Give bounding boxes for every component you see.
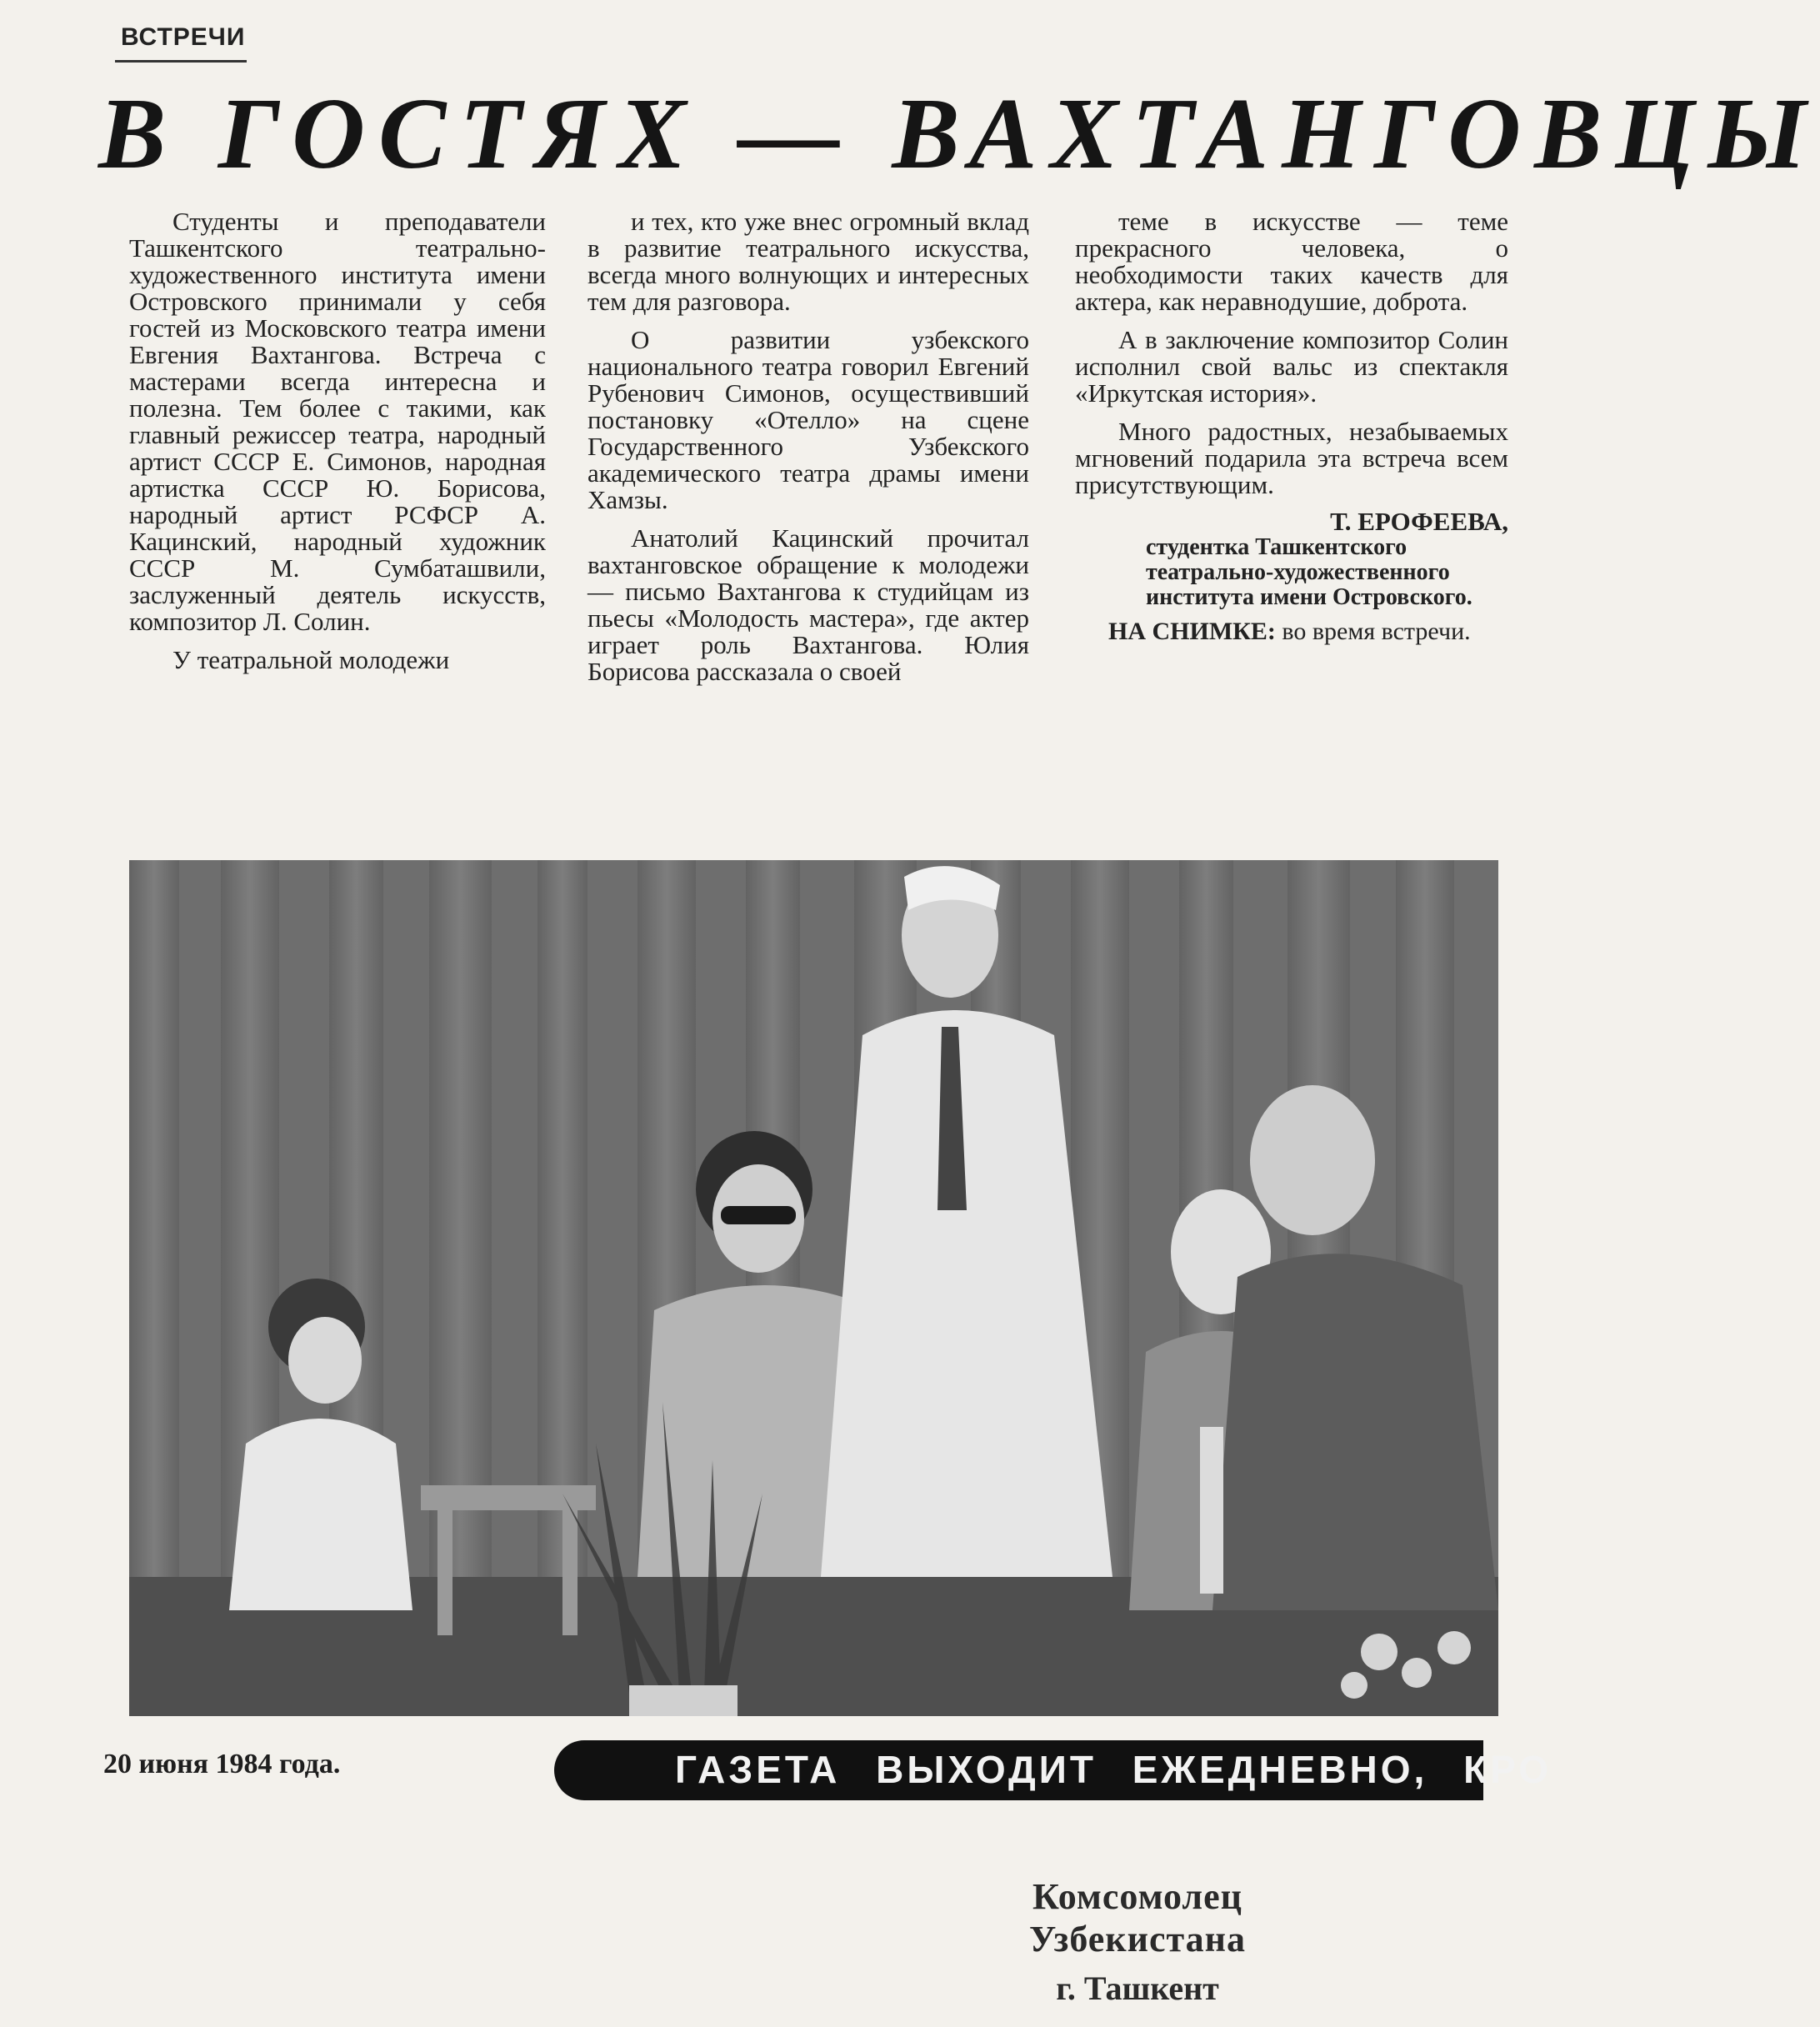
caption-text: во время встречи. [1282, 618, 1471, 645]
article-column-2 [588, 208, 1029, 685]
paragraph: Студенты и преподаватели Ташкентского театрально-художественного института имени Островского принимали у себя гостей из Московского театра имени Евгения Вахтангова. Встреча с мастерами всегда интересна и полезна. Тем более с такими, как главный режиссер театра, народный артист СССР Е. Симонов, народная артистка СССР Ю. Борисова, народный артист РСФСР А. Кацинский, народный художник СССР М. Сумбаташвили, заслуженный деятель искусств, композитор Л. Солин. [129, 207, 546, 636]
article-column-3 [1075, 208, 1508, 644]
paragraph: и тех, кто уже внес огромный вклад в развитие театрального искусства, всегда много волнующих и интересных тем для разговора. [588, 207, 1029, 316]
section-rubric: ВСТРЕЧИ [121, 23, 246, 51]
paragraph: О развитии узбекского национального театра говорил Евгений Рубенович Симонов, осуществивший постановку «Отелло» на сцене Государственного Узбекского академического театра драмы имени Хамзы. [588, 325, 1029, 514]
paragraph: У театральной молодежи [172, 645, 450, 674]
author-name: Т. ЕРОФЕЕВА, [1330, 507, 1508, 536]
library-stamp [921, 1875, 1354, 2008]
paragraph: Анатолий Кацинский прочитал вахтанговское обращение к молодежи — письмо Вахтангова к студийцам из пьесы «Молодость мастера», где актер играет роль Вахтангова. Юлия Борисова рассказала о своей [588, 523, 1029, 686]
stamp-line-2: г. Ташкент [1056, 1969, 1219, 2007]
publication-banner [554, 1740, 1552, 1800]
author-role: студентка Ташкентского театрально-художественного института имени Островского. [1146, 534, 1472, 610]
paragraph: теме в искусстве — теме прекрасного человека, о необходимости таких качеств для актера, как неравнодушие, доброта. [1075, 207, 1508, 316]
meeting-photo [129, 860, 1498, 1716]
author-signature [1075, 508, 1508, 610]
stamp-line-1: Комсомолец Узбекистана [1028, 1876, 1247, 1959]
paragraph: Много радостных, незабываемых мгновений подарила эта встреча всем присутствующим. [1075, 417, 1508, 499]
article-headline: В ГОСТЯХ — ВАХТАНГОВЦЫ [98, 78, 1820, 190]
photo-caption [1075, 618, 1508, 644]
paragraph: А в заключение композитор Солин исполнил свой вальс из спектакля «Иркутская история». [1075, 325, 1508, 408]
rubric-underline [115, 60, 247, 63]
caption-lead: НА СНИМКЕ: [1108, 618, 1276, 645]
issue-date: 20 июня 1984 года. [103, 1749, 341, 1779]
banner-text: ГАЗЕТА ВЫХОДИТ ЕЖЕДНЕВНО, КРО [675, 1748, 1552, 1791]
article-column-1 [129, 208, 546, 673]
